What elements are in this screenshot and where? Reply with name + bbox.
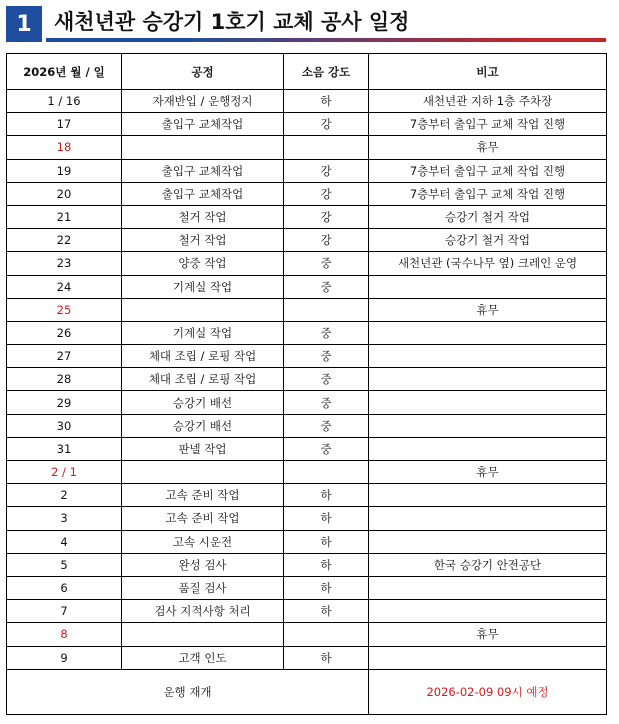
column-header-date: 2026년 월 / 일 (7, 54, 122, 90)
cell-task: 기계실 작업 (122, 321, 284, 344)
cell-noise: 중 (284, 368, 369, 391)
cell-date: 8 (7, 623, 122, 646)
cell-note (369, 391, 607, 414)
cell-task: 출입구 교체작업 (122, 159, 284, 182)
table-row (7, 298, 607, 321)
table-row (7, 136, 607, 159)
cell-noise: 중 (284, 321, 369, 344)
section-number-badge: 1 (6, 6, 42, 42)
cell-noise: 하 (284, 530, 369, 553)
cell-noise: 하 (284, 600, 369, 623)
cell-note: 새천년관 지하 1층 주차장 (369, 90, 607, 113)
cell-task: 고속 준비 작업 (122, 484, 284, 507)
cell-note: 7층부터 출입구 교체 작업 진행 (369, 113, 607, 136)
cell-date: 4 (7, 530, 122, 553)
cell-note (369, 484, 607, 507)
table-row (7, 113, 607, 136)
cell-task: 체대 조립 / 로핑 작업 (122, 368, 284, 391)
cell-task: 출입구 교체작업 (122, 182, 284, 205)
cell-task: 체대 조립 / 로핑 작업 (122, 345, 284, 368)
cell-task (122, 136, 284, 159)
cell-task: 기계실 작업 (122, 275, 284, 298)
cell-task: 고속 시운전 (122, 530, 284, 553)
cell-noise: 강 (284, 113, 369, 136)
cell-date: 30 (7, 414, 122, 437)
cell-task: 승강기 배선 (122, 414, 284, 437)
table-row (7, 345, 607, 368)
column-header-note: 비고 (369, 54, 607, 90)
cell-date: 6 (7, 576, 122, 599)
cell-noise: 중 (284, 437, 369, 460)
schedule-rows (7, 90, 607, 670)
cell-noise: 하 (284, 90, 369, 113)
cell-noise (284, 461, 369, 484)
column-header-noise: 소음 강도 (284, 54, 369, 90)
cell-date: 19 (7, 159, 122, 182)
cell-note: 휴무 (369, 298, 607, 321)
cell-date: 2 (7, 484, 122, 507)
title-underline (46, 38, 606, 42)
table-row (7, 368, 607, 391)
cell-date: 23 (7, 252, 122, 275)
table-row (7, 252, 607, 275)
cell-date: 24 (7, 275, 122, 298)
cell-noise: 중 (284, 275, 369, 298)
cell-noise: 중 (284, 345, 369, 368)
table-row (7, 576, 607, 599)
cell-task (122, 461, 284, 484)
cell-noise: 하 (284, 507, 369, 530)
cell-note (369, 275, 607, 298)
cell-task: 완성 검사 (122, 553, 284, 576)
cell-noise: 하 (284, 646, 369, 669)
cell-noise: 강 (284, 205, 369, 228)
cell-noise: 하 (284, 576, 369, 599)
table-row (7, 275, 607, 298)
table-row (7, 437, 607, 460)
cell-task: 검사 지적사항 처리 (122, 600, 284, 623)
cell-date: 22 (7, 229, 122, 252)
cell-note: 7층부터 출입구 교체 작업 진행 (369, 182, 607, 205)
cell-date: 31 (7, 437, 122, 460)
cell-note: 휴무 (369, 136, 607, 159)
cell-note (369, 530, 607, 553)
cell-note: 새천년관 (국수나무 옆) 크레인 운영 (369, 252, 607, 275)
cell-note: 승강기 철거 작업 (369, 205, 607, 228)
cell-task (122, 298, 284, 321)
table-row (7, 90, 607, 113)
cell-note (369, 576, 607, 599)
cell-date: 28 (7, 368, 122, 391)
cell-noise: 강 (284, 182, 369, 205)
cell-noise: 강 (284, 229, 369, 252)
cell-date: 7 (7, 600, 122, 623)
cell-noise: 하 (284, 553, 369, 576)
column-header-task: 공정 (122, 54, 284, 90)
cell-task: 품질 검사 (122, 576, 284, 599)
cell-date: 1 / 16 (7, 90, 122, 113)
cell-note (369, 414, 607, 437)
table-row (7, 553, 607, 576)
table-row (7, 530, 607, 553)
table-row (7, 229, 607, 252)
cell-date: 9 (7, 646, 122, 669)
cell-task: 양중 작업 (122, 252, 284, 275)
cell-date: 17 (7, 113, 122, 136)
table-row (7, 205, 607, 228)
cell-note: 한국 승강기 안전공단 (369, 553, 607, 576)
table-row (7, 507, 607, 530)
cell-date: 2 / 1 (7, 461, 122, 484)
table-row (7, 484, 607, 507)
cell-note (369, 345, 607, 368)
cell-date: 21 (7, 205, 122, 228)
table-row (7, 391, 607, 414)
cell-date: 25 (7, 298, 122, 321)
table-row (7, 182, 607, 205)
table-row (7, 600, 607, 623)
cell-note (369, 437, 607, 460)
page-header (6, 6, 606, 46)
cell-noise (284, 136, 369, 159)
cell-noise: 중 (284, 414, 369, 437)
cell-note (369, 646, 607, 669)
cell-task: 철거 작업 (122, 229, 284, 252)
table-row (7, 159, 607, 182)
cell-note: 휴무 (369, 461, 607, 484)
table-header-row (7, 54, 607, 90)
cell-task: 출입구 교체작업 (122, 113, 284, 136)
cell-date: 3 (7, 507, 122, 530)
table-row (7, 623, 607, 646)
cell-task: 철거 작업 (122, 205, 284, 228)
cell-note (369, 600, 607, 623)
table-row (7, 461, 607, 484)
resume-label: 운행 재개 (7, 669, 369, 714)
schedule-table (6, 53, 607, 715)
resume-row (7, 669, 607, 714)
cell-date: 5 (7, 553, 122, 576)
cell-task: 판넬 작업 (122, 437, 284, 460)
cell-date: 27 (7, 345, 122, 368)
table-row (7, 414, 607, 437)
cell-noise (284, 623, 369, 646)
cell-note (369, 321, 607, 344)
cell-date: 29 (7, 391, 122, 414)
page-title: 새천년관 승강기 1호기 교체 공사 일정 (54, 10, 410, 34)
cell-note: 7층부터 출입구 교체 작업 진행 (369, 159, 607, 182)
cell-noise: 중 (284, 252, 369, 275)
cell-date: 26 (7, 321, 122, 344)
cell-note: 휴무 (369, 623, 607, 646)
table-row (7, 646, 607, 669)
cell-task (122, 623, 284, 646)
cell-task: 고객 인도 (122, 646, 284, 669)
cell-noise: 중 (284, 391, 369, 414)
resume-note: 2026-02-09 09시 예정 (369, 669, 607, 714)
cell-note (369, 507, 607, 530)
cell-task: 고속 준비 작업 (122, 507, 284, 530)
cell-date: 18 (7, 136, 122, 159)
cell-task: 승강기 배선 (122, 391, 284, 414)
cell-noise (284, 298, 369, 321)
cell-note: 승강기 철거 작업 (369, 229, 607, 252)
cell-noise: 강 (284, 159, 369, 182)
cell-noise: 하 (284, 484, 369, 507)
table-row (7, 321, 607, 344)
cell-task: 자재반입 / 운행정지 (122, 90, 284, 113)
cell-note (369, 368, 607, 391)
cell-date: 20 (7, 182, 122, 205)
